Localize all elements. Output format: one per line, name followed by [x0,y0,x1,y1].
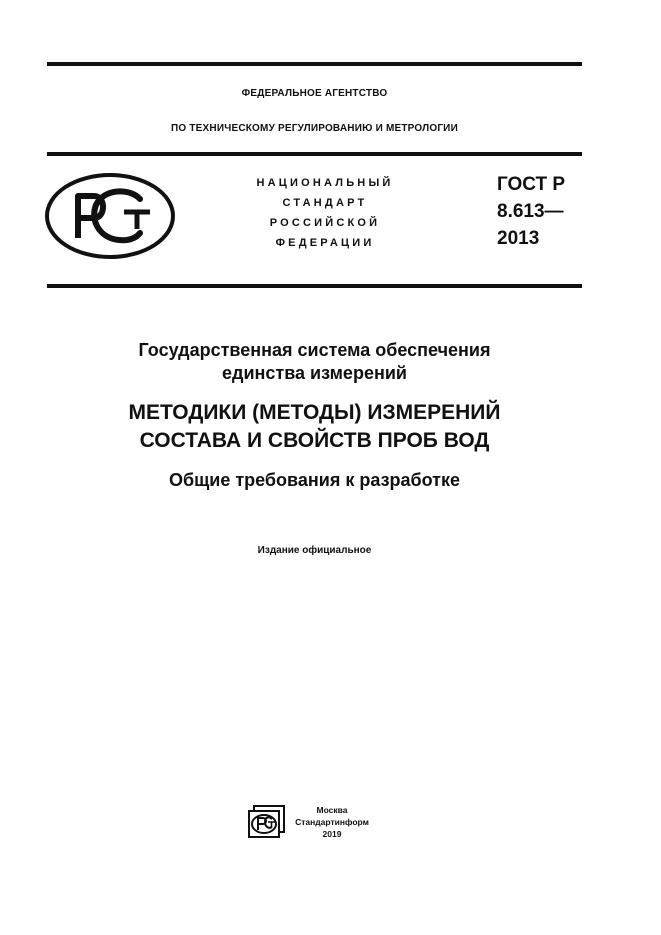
system-title-line-2: единства измерений [222,363,407,383]
gost-line-1: ГОСТ Р [497,174,566,195]
rst-certification-logo-icon [44,172,176,260]
standard-block-divider [47,284,582,288]
edition-note: Издание официальное [257,545,372,556]
standard-number [497,171,565,252]
publisher-city: Москва [316,805,348,815]
national-standard-label [230,173,420,253]
document-title-line-1: МЕТОДИКИ (МЕТОДЫ) ИЗМЕРЕНИЙ [128,401,501,424]
publisher-info [290,804,374,840]
gost-line-3: 2013 [497,228,540,249]
document-title-line-2: СОСТАВА И СВОЙСТВ ПРОБ ВОД [139,429,490,452]
system-title-line-1: Государственная система обеспечения [138,340,491,360]
document-subtitle: Общие требования к разработке [168,470,461,490]
national-line-4: ФЕДЕРАЦИИ [275,237,375,249]
standartinform-logo-icon [248,804,286,838]
publisher-name: Стандартинформ [295,817,369,827]
gost-line-2: 8.613— [497,201,564,222]
top-divider [47,62,582,66]
national-line-2: СТАНДАРТ [282,197,368,209]
header-divider [47,152,582,156]
national-line-3: РОССИЙСКОЙ [269,217,381,229]
national-line-1: НАЦИОНАЛЬНЫЙ [256,177,394,189]
publication-year: 2019 [322,829,342,839]
agency-name-line-1: ФЕДЕРАЛЬНОЕ АГЕНТСТВО [241,88,388,99]
document-title [47,399,582,455]
agency-name-line-2: ПО ТЕХНИЧЕСКОМУ РЕГУЛИРОВАНИЮ И МЕТРОЛОГИИ [171,123,458,134]
system-title [47,339,582,385]
